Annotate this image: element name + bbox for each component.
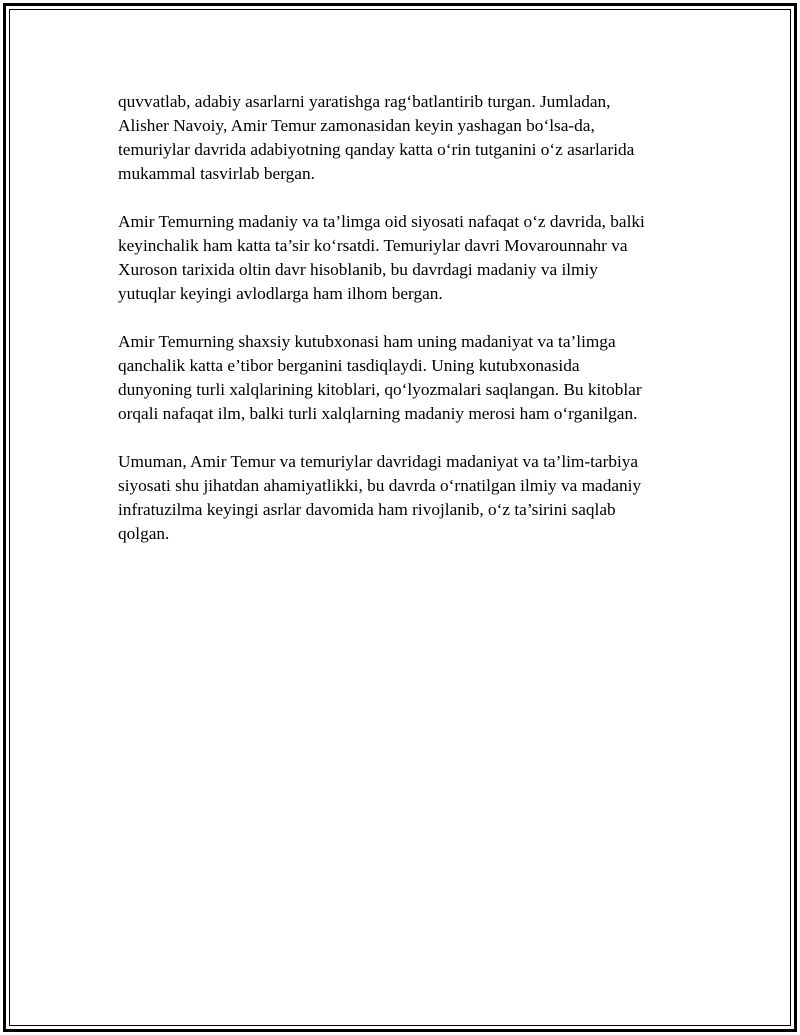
paragraph-line: siyosati shu jihatdan ahamiyatlikki, bu davrda o‘rnatilgan ilmiy va madaniy (118, 476, 642, 495)
paragraph-line: Alisher Navoiy, Amir Temur zamonasidan keyin yashagan bo‘lsa-da, (118, 116, 595, 135)
paragraph-line: temuriylar davrida adabiyotning qanday katta o‘rin tutganini o‘z asarlarida (118, 140, 635, 159)
paragraph-line: Amir Temurning shaxsiy kutubxonasi ham uning madaniyat va ta’limga (118, 332, 616, 351)
document-body (118, 90, 698, 570)
paragraph-line: dunyoning turli xalqlarining kitoblari, qo‘lyozmalari saqlangan. Bu kitoblar (118, 380, 642, 399)
paragraph-line: Umuman, Amir Temur va temuriylar davridagi madaniyat va ta’lim-tarbiya (118, 452, 639, 471)
paragraph-line: infratuzilma keyingi asrlar davomida ham rivojlanib, o‘z ta’sirini saqlab (118, 500, 616, 519)
paragraph-line: mukammal tasvirlab bergan. (118, 164, 315, 183)
paragraph-4 (118, 450, 698, 546)
paragraph-1 (118, 90, 698, 186)
paragraph-line: Amir Temurning madaniy va ta’limga oid siyosati nafaqat o‘z davrida, balki (118, 212, 645, 231)
paragraph-line: keyinchalik ham katta ta’sir ko‘rsatdi. Temuriylar davri Movarounnahr va (118, 236, 628, 255)
paragraph-line: yutuqlar keyingi avlodlarga ham ilhom bergan. (118, 284, 443, 303)
paragraph-line: orqali nafaqat ilm, balki turli xalqlarning madaniy merosi ham o‘rganilgan. (118, 404, 638, 423)
paragraph-2 (118, 210, 698, 306)
paragraph-line: quvvatlab, adabiy asarlarni yaratishga rag‘batlantirib turgan. Jumladan, (118, 92, 611, 111)
paragraph-line: Xuroson tarixida oltin davr hisoblanib, bu davrdagi madaniy va ilmiy (118, 260, 598, 279)
paragraph-line: qolgan. (118, 524, 170, 543)
paragraph-line: qanchalik katta e’tibor berganini tasdiqlaydi. Uning kutubxonasida (118, 356, 580, 375)
paragraph-3 (118, 330, 698, 426)
